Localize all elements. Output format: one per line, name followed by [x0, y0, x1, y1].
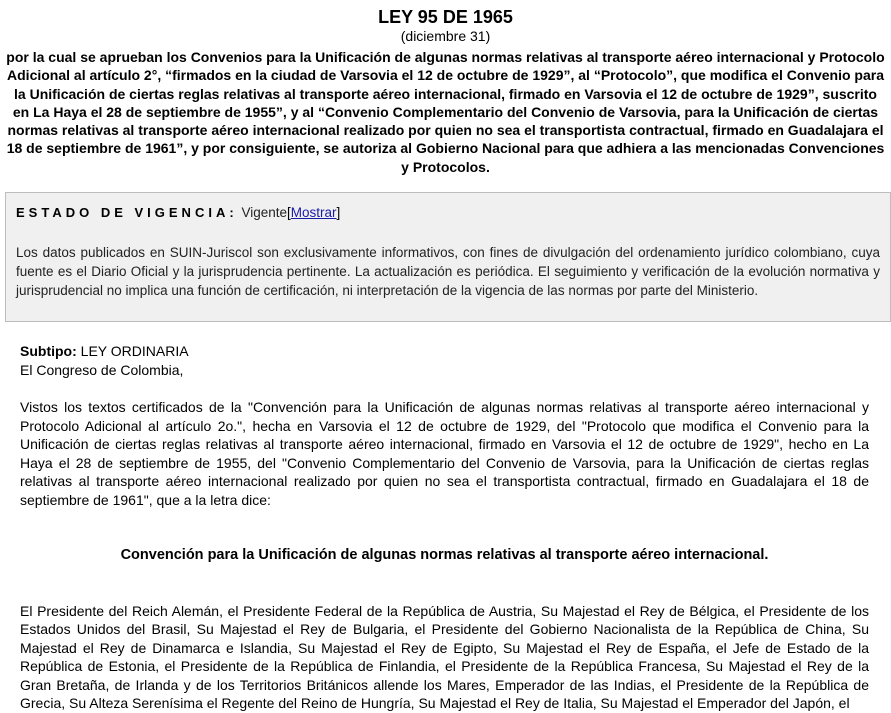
status-box — [5, 192, 891, 322]
subtype-label: Subtipo: — [20, 343, 77, 359]
status-label: ESTADO DE VIGENCIA: — [16, 205, 238, 220]
bracket-open: [ — [286, 205, 291, 220]
status-disclaimer: Los datos publicados en SUIN-Juriscol son exclusivamente informativos, con fines de divulgación del ordenamiento jurídico colombiano, cuya fuente es el Diario Oficial y la jurisprudencia pertinente. La actualización es periódica. El seguimiento y verificación de la evolución normativa y jurisprudencial no implica una función de certificación, ni interpretación de la vigencia de las normas por parte del Ministerio. — [16, 245, 880, 298]
law-summary: por la cual se aprueban los Convenios para la Unificación de algunas normas relativas al transporte aéreo internacional y Protocolo Adicional al artículo 2°, “firmados en la ciudad de Varsovia el 12 de octubre de 1929”, al “Protocolo”, que modifica el Convenio para la Unificación de ciertas reglas relativas al transporte aéreo internacional, firmado en Varsovia el 12 de octubre de 1929”, suscrito en La Haya el 28 de septiembre de 1955”, y al “Convenio Complementario del Convenio de Varsovia, para la Unificación de ciertas normas relativas al transporte aéreo internacional realizado por quien no sea el transportista contractual, firmado en Guadalajara el 18 de septiembre de 1961”, y por consiguiente, se autoriza al Gobierno Nacional para que adhiera a las mencionadas Convenciones y Protocolos. — [6, 49, 885, 175]
spacer — [20, 565, 869, 602]
convention-title: Convención para la Unificación de algunas normas relativas al transporte aéreo internacional. — [120, 547, 769, 563]
status-value: Vigente — [241, 205, 287, 220]
document-page — [0, 0, 891, 176]
preamble-paragraph: Vistos los textos certificados de la "Convención para la Unificación de algunas normas relativas al transporte aéreo internacional y Protocolo Adicional al artículo 2o.", hecha en Varsovia el 12 de octubre de 1929, del "Protocolo que modifica el Convenio para la Unificación de ciertas reglas relativas al transporte aéreo internacional, firmado en Varsovia el 12 de octubre de 1929", hecho en La Haya el 28 de septiembre de 1955, del "Convenio Complementario del Convenio de Varsovia, para la Unificación de ciertas reglas relativas al transporte aéreo internacional realizado por quien no sea el transportista contractual, firmado en Guadalajara el 18 de septiembre de 1961", que a la letra dice: — [20, 399, 869, 508]
bracket-close: ] — [336, 205, 341, 220]
status-line — [16, 204, 880, 222]
spacer — [20, 509, 869, 546]
signatories-paragraph: El Presidente del Reich Alemán, el Presidente Federal de la República de Austria, Su Majestad el Rey de Bélgica, el Presidente de los Estados Unidos del Brasil, Su Majestad el Rey de Bulgaria, el Presidente del Gobierno Nacionalista de la República de China, Su Majestad el Rey de Dinamarca e Islandia, Su Majestad el Rey de Egipto, Su Majestad el Rey de España, el Jefe de Estado de la República de Estonia, el Presidente de la República de Finlandia, el Presidente de la República Francesa, Su Majestad el Rey de la Gran Bretaña, de Irlanda y de los Territorios Británicos allende los Mares, Emperador de las Indias, el Presidente de la República de Grecia, Su Alteza Serenísima el Regente del Reino de Hungría, Su Majestad el Rey de Italia, Su Majestad el Emperador del Japón, el — [20, 602, 869, 711]
law-date: (diciembre 31) — [400, 28, 491, 44]
show-link[interactable]: Mostrar — [290, 205, 337, 220]
subtype-value: LEY ORDINARIA — [80, 343, 189, 359]
spacer — [20, 379, 869, 398]
subtype-line — [20, 342, 869, 361]
issuer-line: El Congreso de Colombia, — [20, 361, 184, 378]
law-body — [20, 342, 869, 713]
law-title: LEY 95 DE 1965 — [378, 7, 513, 27]
